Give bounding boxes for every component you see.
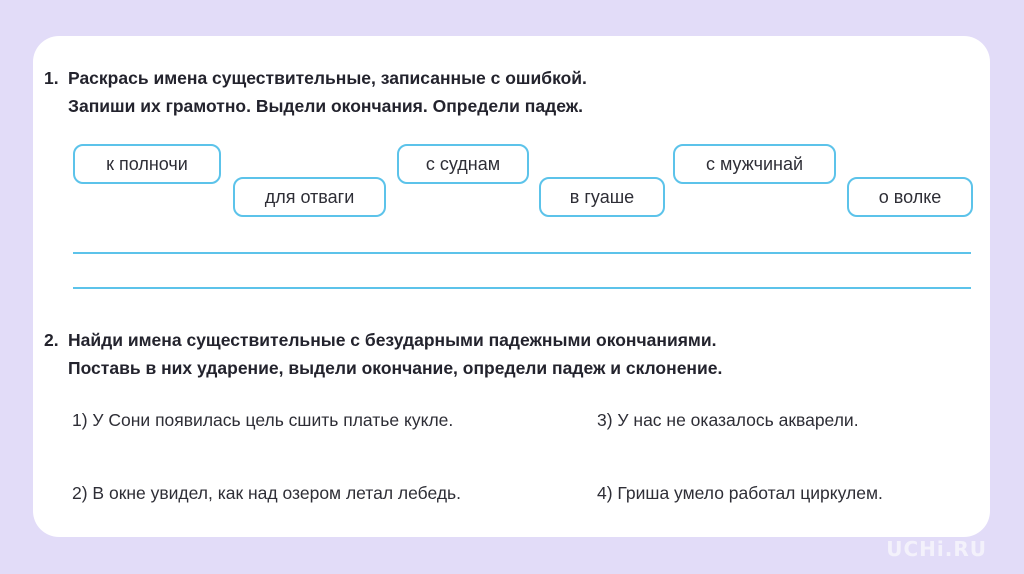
sentence-2: 2) В окне увидел, как над озером летал лебедь. bbox=[72, 483, 462, 503]
task-2-line-2: Поставь в них ударение, выдели окончание, определи падеж и склонение. bbox=[68, 358, 723, 378]
task-2-line-1: Найди имена существительные с безударными падежными окончаниями. bbox=[68, 330, 717, 350]
task-2-heading bbox=[44, 326, 722, 382]
word-chip-s-muzhchinay[interactable]: с мужчинай bbox=[673, 144, 836, 184]
task-1-number: 1. bbox=[44, 68, 59, 88]
sentence-1: 1) У Сони появилась цель сшить платье кукле. bbox=[72, 410, 454, 430]
sentence-3: 3) У нас не оказалось акварели. bbox=[597, 410, 859, 430]
task-1-heading bbox=[44, 64, 587, 120]
word-chip-v-guashe[interactable]: в гуаше bbox=[539, 177, 665, 217]
task-1-line-1: Раскрась имена существительные, записанные с ошибкой. bbox=[68, 68, 587, 88]
task-1-line-2: Запиши их грамотно. Выдели окончания. Определи падеж. bbox=[68, 96, 583, 116]
uchi-ru-logo: UCHi.RU bbox=[886, 537, 987, 561]
word-chip-s-sudnam[interactable]: с суднам bbox=[397, 144, 529, 184]
word-chip-o-volke[interactable]: о волке bbox=[847, 177, 973, 217]
sentence-4: 4) Гриша умело работал циркулем. bbox=[597, 483, 883, 503]
task-2-number: 2. bbox=[44, 330, 59, 350]
worksheet-card bbox=[33, 36, 990, 537]
word-chip-k-polnochi[interactable]: к полночи bbox=[73, 144, 221, 184]
word-chip-dlya-otvagi[interactable]: для отваги bbox=[233, 177, 386, 217]
answer-line-1[interactable] bbox=[73, 252, 971, 254]
answer-line-2[interactable] bbox=[73, 287, 971, 289]
